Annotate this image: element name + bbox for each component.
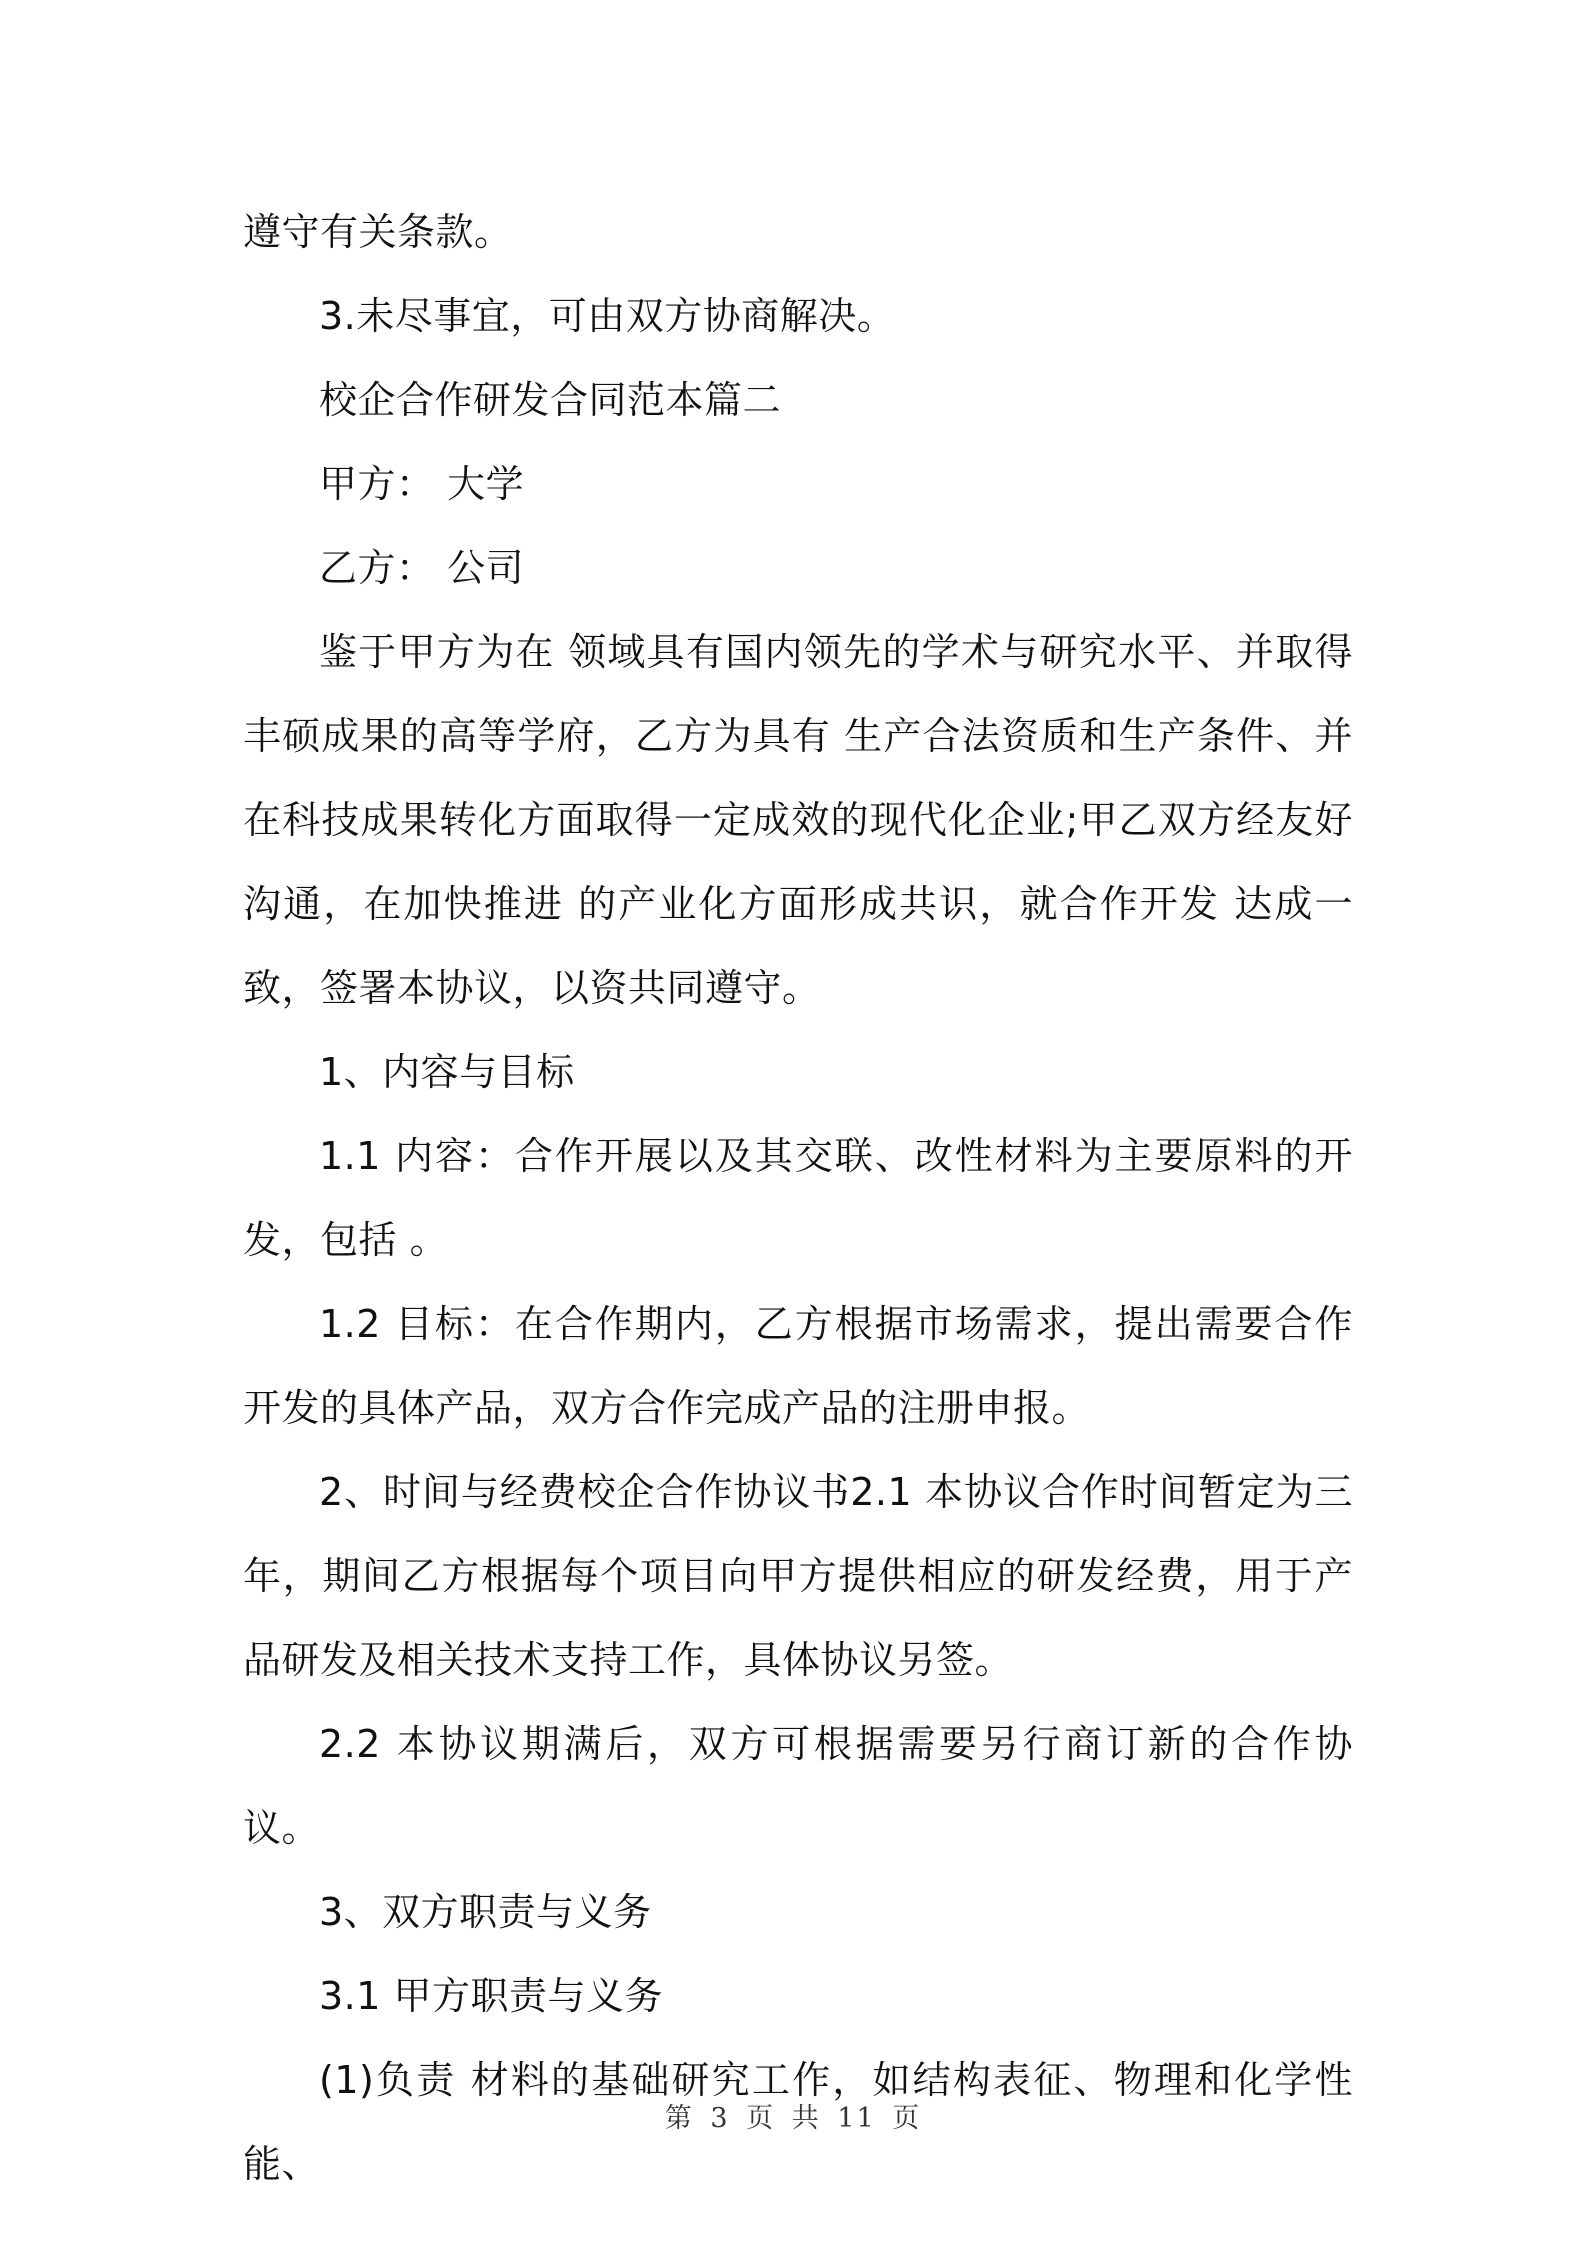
document-body (243, 190, 1353, 2206)
clause-3-1-item-1: (1)负责 材料的基础研究工作，如结构表征、物理和化学性能、 (243, 2058, 1353, 2186)
party-a-line: 甲方： 大学 (319, 462, 525, 506)
clause-2-2: 2.2 本协议期满后，双方可根据需要另行商订新的合作协议。 (243, 1722, 1353, 1850)
heading-duties: 3、双方职责与义务 (319, 1890, 652, 1934)
preamble-paragraph: 鉴于甲方为在 领域具有国内领先的学术与研究水平、并取得丰硕成果的高等学府，乙方为具有 生产合法资质和生产条件、并在科技成果转化方面取得一定成效的现代化企业;甲乙双方经友好沟通，在加快推进 的产业化方面形成共识，就合作开发 达成一致，签署本协议，以资共同遵守。 (243, 630, 1353, 1010)
party-b-line: 乙方： 公司 (319, 546, 525, 590)
heading-content-and-goals: 1、内容与目标 (319, 1050, 575, 1094)
clause-1-1: 1.1 内容：合作开展以及其交联、改性材料为主要原料的开发，包括 。 (243, 1134, 1353, 1262)
clause-3-1: 3.1 甲方职责与义务 (319, 1974, 664, 2018)
clause-1-2: 1.2 目标：在合作期内，乙方根据市场需求，提出需要合作开发的具体产品，双方合作完成产品的注册申报。 (243, 1302, 1353, 1430)
clause-2-1: 2、时间与经费校企合作协议书2.1 本协议合作时间暂定为三年，期间乙方根据每个项目向甲方提供相应的研发经费，用于产品研发及相关技术支持工作，具体协议另签。 (243, 1470, 1353, 1682)
page-number-footer: 第 3 页 共 11 页 (664, 2103, 922, 2134)
paragraph-continuation: 遵守有关条款。 (243, 210, 513, 254)
paragraph-clause-3: 3.未尽事宜，可由双方协商解决。 (319, 294, 896, 338)
section-title: 校企合作研发合同范本篇二 (319, 378, 782, 422)
